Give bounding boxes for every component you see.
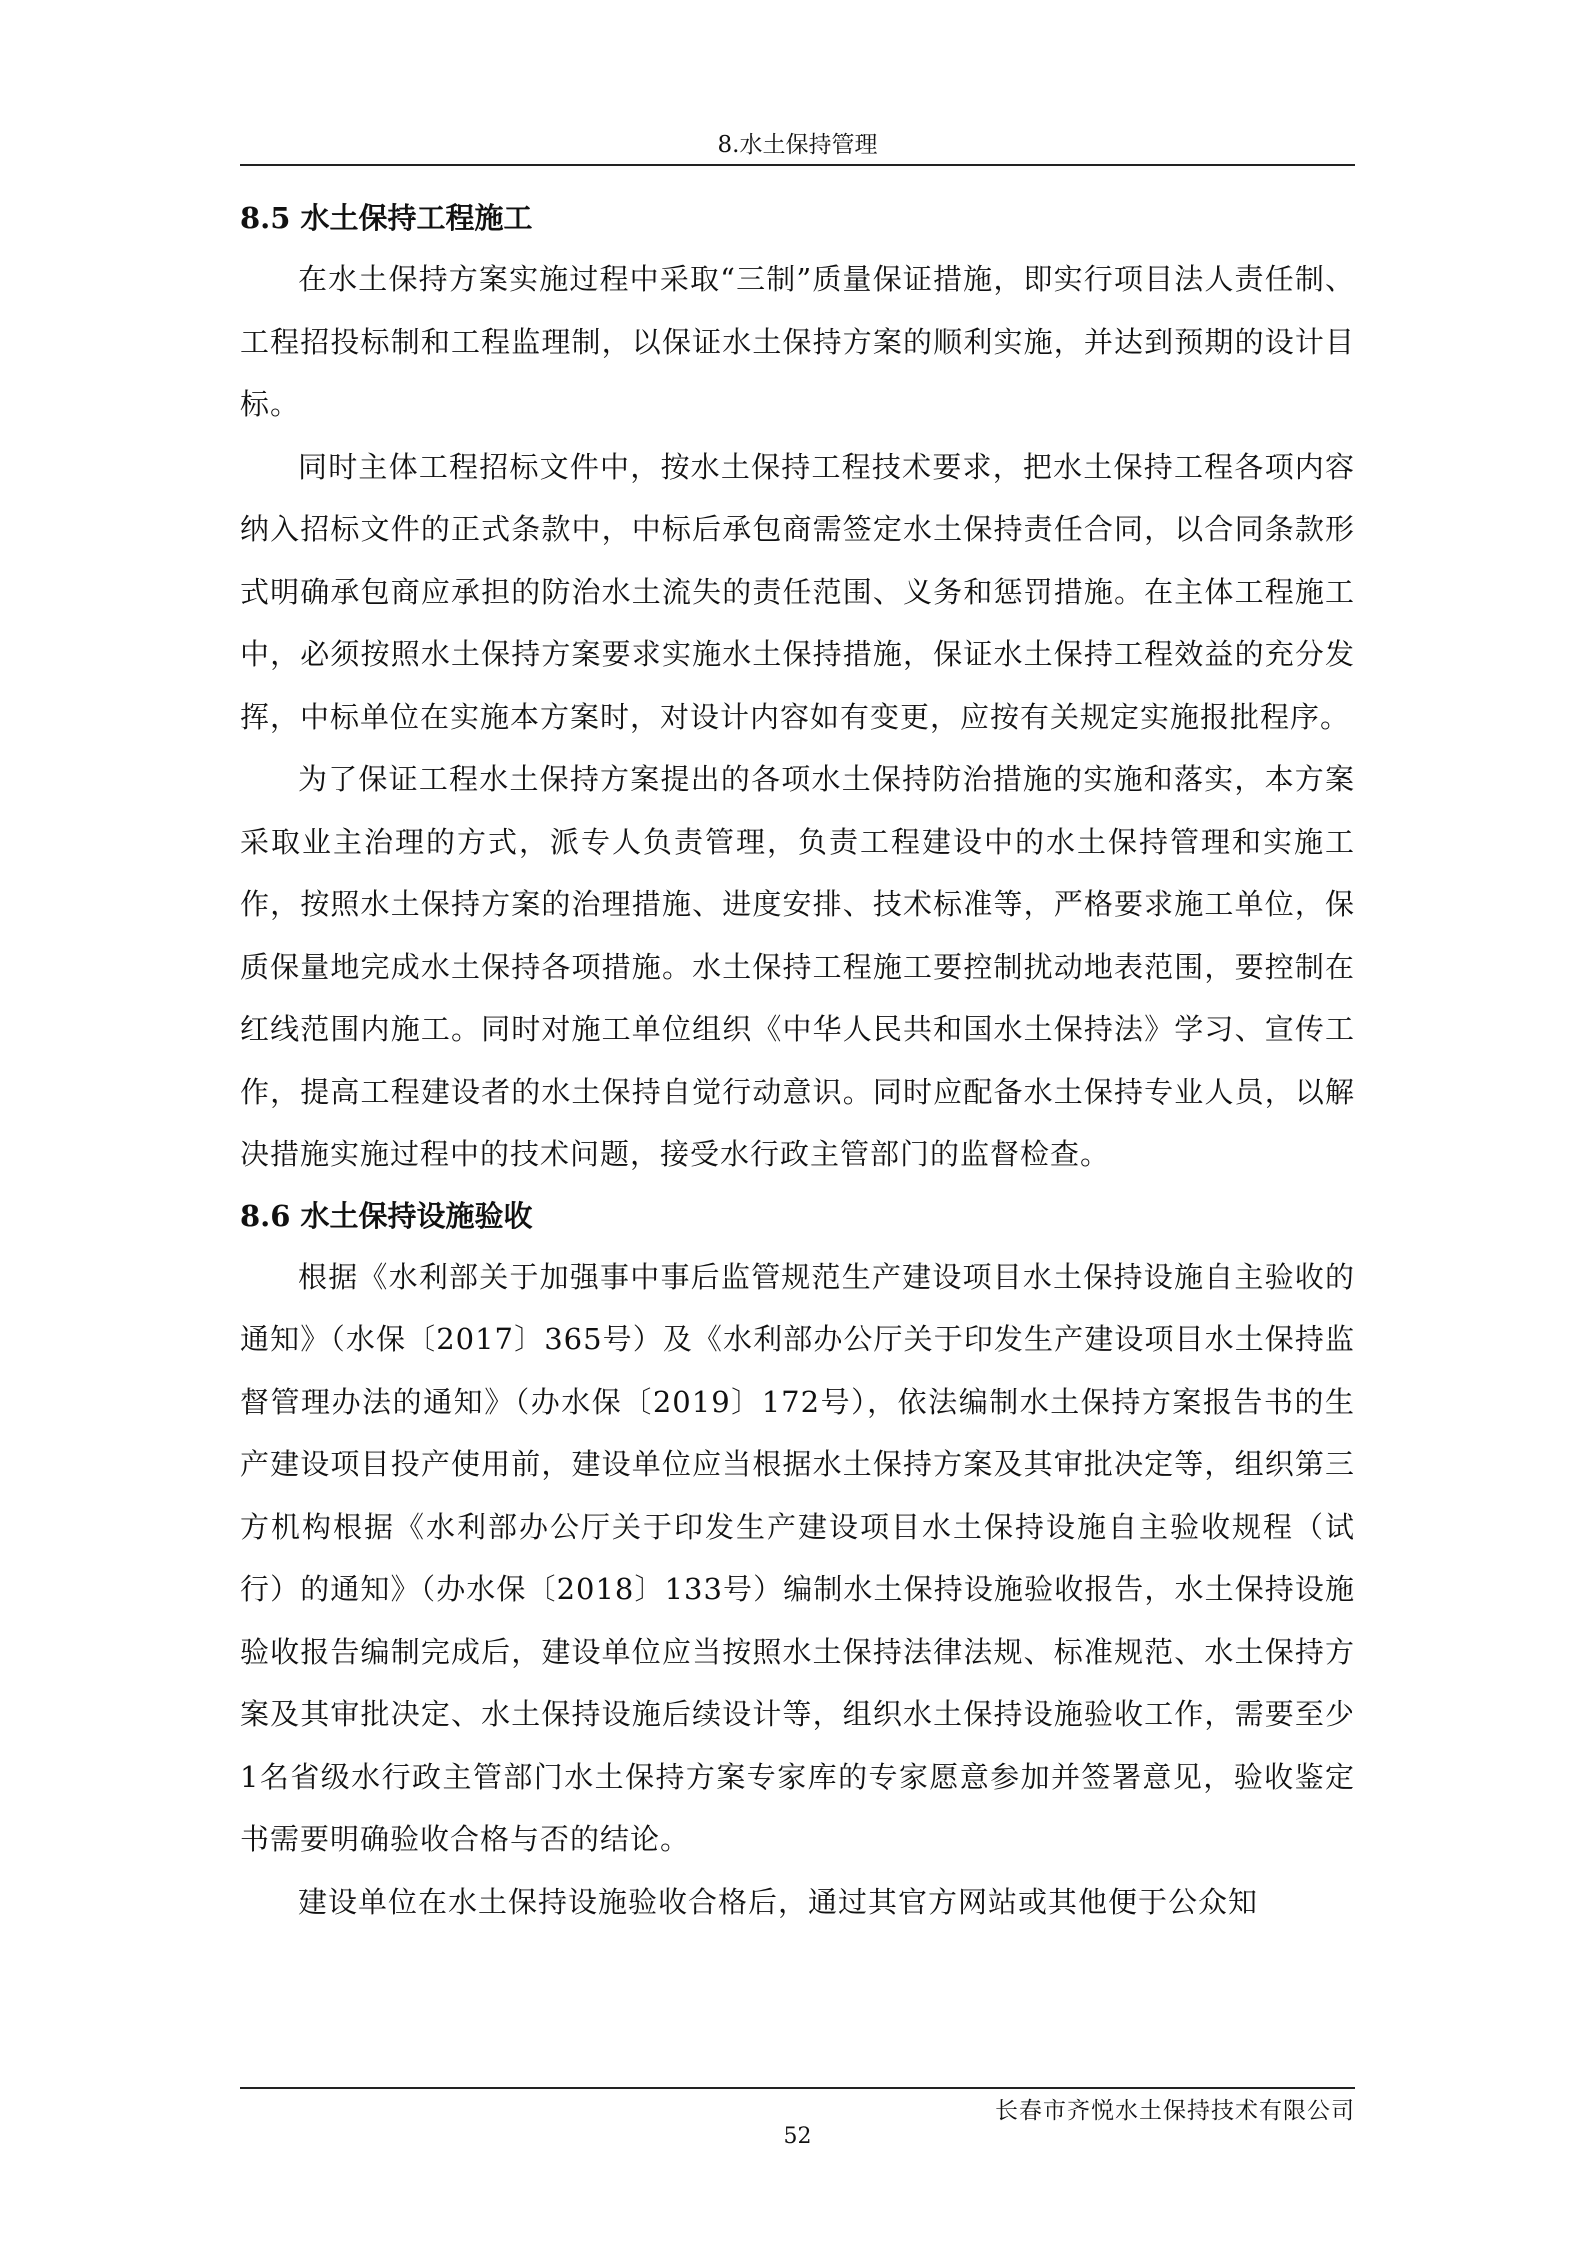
page-number: 52 <box>783 2124 812 2149</box>
section-heading-8-6: 8.6 水土保持设施验收 <box>240 1198 533 1233</box>
footer-divider <box>240 2087 1355 2089</box>
header-divider <box>240 164 1355 166</box>
paragraph: 建设单位在水土保持设施验收合格后，通过其官方网站或其他便于公众知 <box>298 1884 1259 1919</box>
section-heading-8-5: 8.5 水土保持工程施工 <box>240 201 533 235</box>
paragraph: 为了保证工程水土保持方案提出的各项水土保持防治措施的实施和落实，本方案采取业主治理的方式，派专人负责管理，负责工程建设中的水土保持管理和实施工作，按照水土保持方案的治理措施、进度安排、技术标准等，严格要求施工单位，保质保量地完成水土保持各项措施。水土保持工程施工要控制扰动地表范围，要控制在红线范围内施工。同时对施工单位组织《中华人民共和国水土保持法》学习、宣传工作，提高工程建设者的水土保持自觉行动意识。同时应配备水土保持专业人员，以解决措施实施过程中的技术问题，接受水行政主管部门的监督检查。 <box>240 762 1355 1171</box>
paragraph: 根据《水利部关于加强事中事后监管规范生产建设项目水土保持设施自主验收的通知》（水保〔2017〕365号）及《水利部办公厅关于印发生产建设项目水土保持监督管理办法的通知》（办水保〔2019〕172号），依法编制水土保持方案报告书的生产建设项目投产使用前，建设单位应当根据水土保持方案及其审批决定等，组织第三方机构根据《水利部办公厅关于印发生产建设项目水土保持设施自主验收规程（试行）的通知》（办水保〔2018〕133号）编制水土保持设施验收报告，水土保持设施验收报告编制完成后，建设单位应当按照水土保持法律法规、标准规范、水土保持方案及其审批决定、水土保持设施后续设计等，组织水土保持设施验收工作，需要至少1名省级水行政主管部门水土保持方案专家库的专家愿意参加并签署意见，验收鉴定书需要明确验收合格与否的结论。 <box>240 1259 1355 1856</box>
company-name: 长春市齐悦水土保持技术有限公司 <box>995 2098 1355 2124</box>
paragraph: 同时主体工程招标文件中，按水土保持工程技术要求，把水土保持工程各项内容纳入招标文件的正式条款中，中标后承包商需签定水土保持责任合同，以合同条款形式明确承包商应承担的防治水土流失的责任范围、义务和惩罚措施。在主体工程施工中，必须按照水土保持方案要求实施水土保持措施，保证水土保持工程效益的充分发挥，中标单位在实施本方案时，对设计内容如有变更，应按有关规定实施报批程序。 <box>240 449 1355 734</box>
running-header: 8.水土保持管理 <box>717 132 878 158</box>
document-body <box>240 188 1355 1933</box>
paragraph: 在水土保持方案实施过程中采取“三制”质量保证措施，即实行项目法人责任制、工程招投标制和工程监理制，以保证水土保持方案的顺利实施，并达到预期的设计目标。 <box>240 262 1355 421</box>
